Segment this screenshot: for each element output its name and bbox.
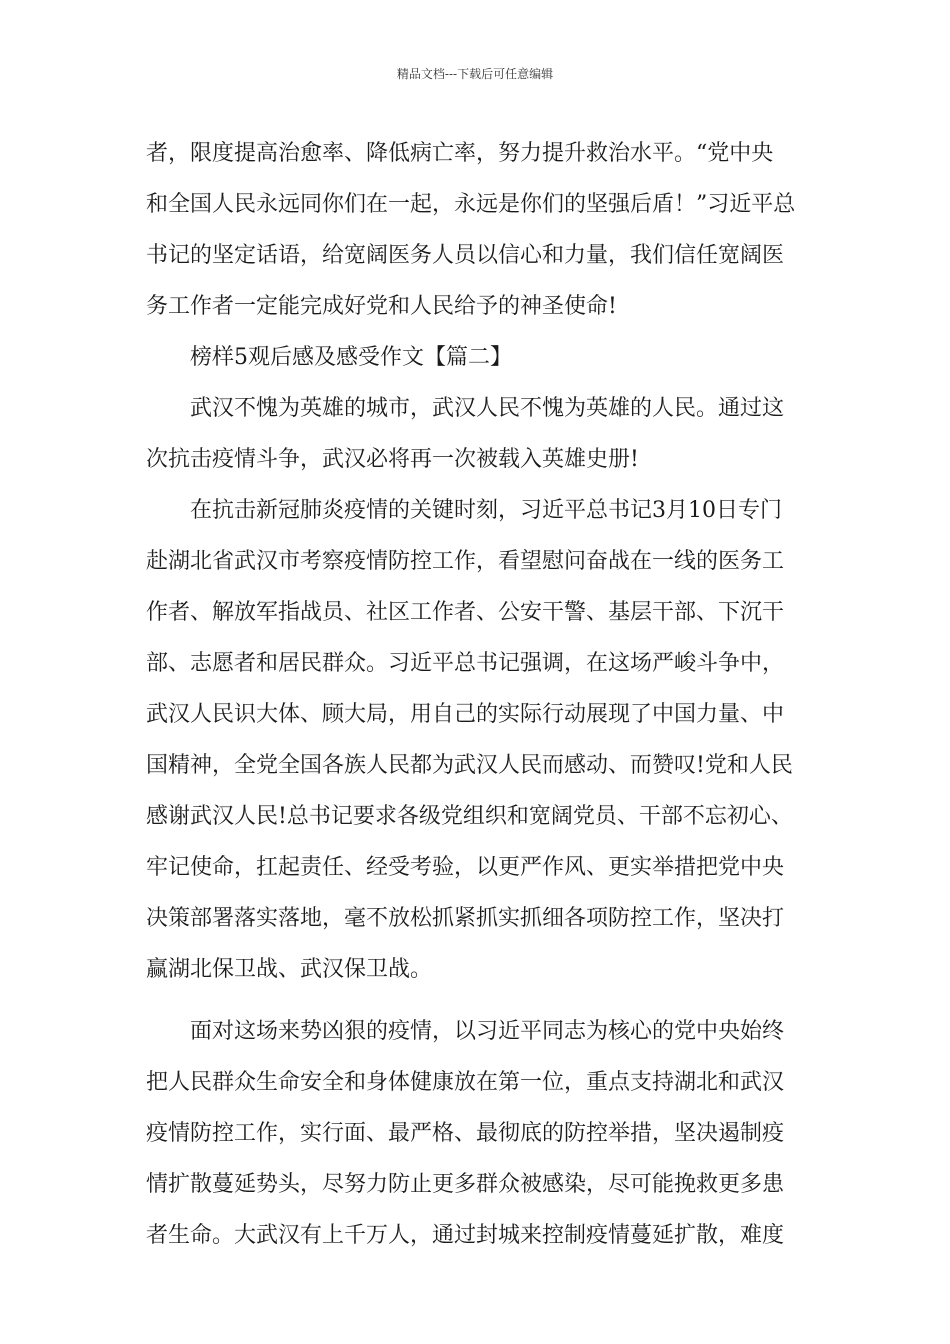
document-body [146, 128, 812, 1261]
text-line: 务工作者一定能完成好党和人民给予的神圣使命! [146, 294, 617, 319]
text-line: 武汉人民识大体、顾大局，用自己的实际行动展现了中国力量、中 [146, 702, 785, 727]
text-line: 武汉不愧为英雄的城市，武汉人民不愧为英雄的人民。通过这 [190, 396, 785, 421]
text-line: 书记的坚定话语，给宽阔医务人员以信心和力量，我们信任宽阔医 [146, 243, 785, 268]
text-line: 和全国人民永远同你们在一起，永远是你们的坚强后盾！”习近平总 [146, 192, 796, 217]
text-line: 面对这场来势凶狠的疫情，以习近平同志为核心的党中央始终 [190, 1019, 785, 1044]
page-header: 精品文档---下载后可任意编辑 [396, 67, 554, 81]
text-line: 者生命。大武汉有上千万人，通过封城来控制疫情蔓延扩散，难度 [146, 1223, 785, 1248]
text-line: 次抗击疫情斗争，武汉必将再一次被载入英雄史册! [146, 447, 639, 472]
paragraph-gap [146, 995, 812, 1006]
text-line: 决策部署落实落地，毫不放松抓紧抓实抓细各项防控工作，坚决打 [146, 906, 785, 931]
text-line: 情扩散蔓延势头，尽努力防止更多群众被感染，尽可能挽救更多患 [146, 1172, 785, 1197]
text-line: 赴湖北省武汉市考察疫情防控工作，看望慰问奋战在一线的医务工 [146, 549, 785, 574]
text-line: 者，限度提高治愈率、降低病亡率，努力提升救治水平。“党中央 [146, 141, 774, 166]
text-line: 把人民群众生命安全和身体健康放在第一位，重点支持湖北和武汉 [146, 1070, 785, 1095]
text-line: 作者、解放军指战员、社区工作者、公安干警、基层干部、下沉干 [146, 600, 785, 625]
text-line: 部、志愿者和居民群众。习近平总书记强调，在这场严峻斗争中， [146, 651, 785, 676]
text-line: 国精神，全党全国各族人民都为武汉人民而感动、而赞叹!党和人民 [146, 753, 793, 778]
text-line: 赢湖北保卫战、武汉保卫战。 [146, 957, 433, 982]
text-line: 感谢武汉人民!总书记要求各级党组织和宽阔党员、干部不忘初心、 [146, 804, 793, 829]
text-line: 榜样5观后感及感受作文【篇二】 [190, 345, 512, 370]
text-line: 疫情防控工作，实行面、最严格、最彻底的防控举措，坚决遏制疫 [146, 1121, 785, 1146]
text-line: 在抗击新冠肺炎疫情的关键时刻，习近平总书记3月10日专门 [190, 498, 782, 523]
text-line: 牢记使命，扛起责任、经受考验，以更严作风、更实举措把党中央 [146, 855, 785, 880]
